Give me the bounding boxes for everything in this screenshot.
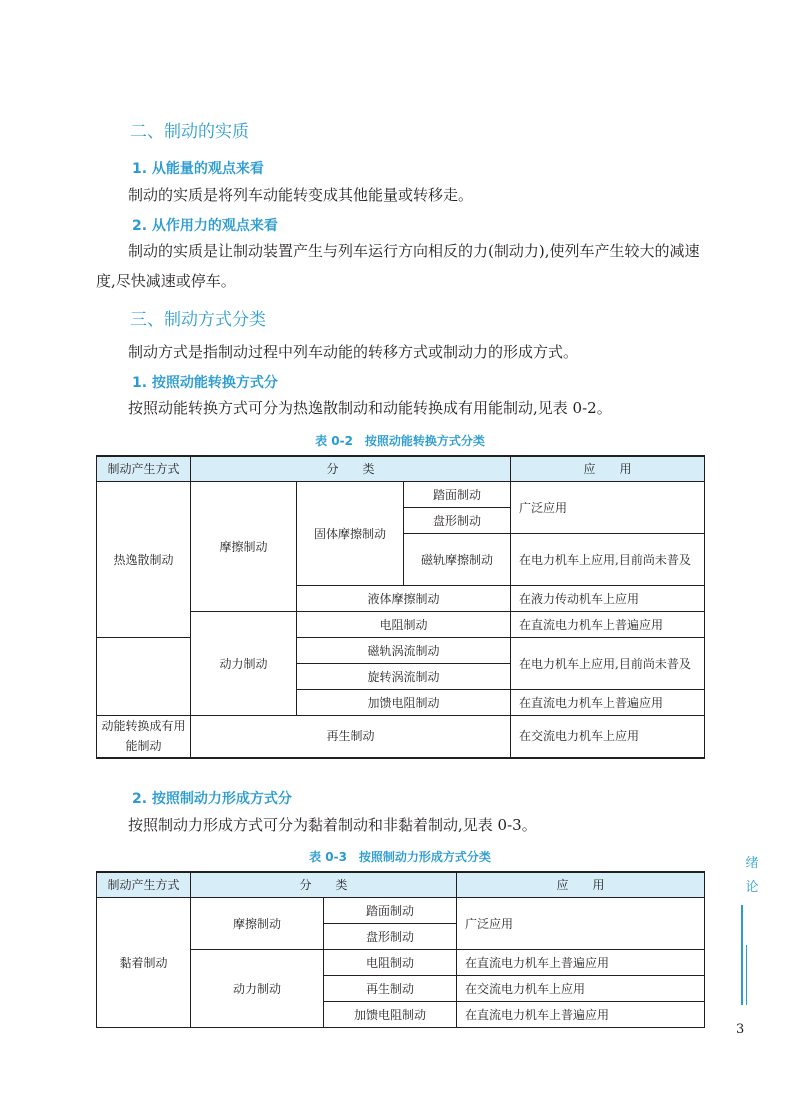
table-caption: 表 0-2 按照动能转换方式分类	[315, 434, 485, 448]
classification-table-force	[96, 871, 705, 1028]
table-row	[97, 482, 705, 508]
paragraph-force: 制动的实质是让制动装置产生与列车运行方向相反的力(制动力),使列车产生较大的减速度,尽快减速或停车。	[96, 242, 700, 290]
table-cell: 再生制动	[191, 716, 511, 758]
chapter-tab-line	[746, 945, 747, 1005]
table-cell: 动能转换成有用能制动	[97, 716, 191, 758]
paragraph-energy: 制动的实质是将列车动能转变成其他能量或转移走。	[128, 186, 474, 204]
paragraph-braking-force: 按照制动力形成方式可分为黏着制动和非黏着制动,见表 0-3。	[128, 816, 537, 834]
chapter-tab-char: 论	[745, 880, 759, 895]
table-cell: 电阻制动	[324, 950, 457, 976]
table-cell: 黏着制动	[97, 898, 191, 1028]
table-cell: 在电力机车上应用,目前尚未普及	[511, 638, 705, 690]
chapter-tab-char: 绪	[745, 856, 759, 871]
table-cell: 固体摩擦制动	[297, 482, 404, 586]
table-header-row	[97, 456, 705, 482]
table-cell: 在交流电力机车上应用	[457, 976, 705, 1002]
table-cell: 磁轨涡流制动	[297, 638, 511, 664]
table-cell: 广泛应用	[457, 898, 705, 950]
table-cell: 在交流电力机车上应用	[511, 716, 705, 758]
table-cell: 广泛应用	[511, 482, 705, 534]
header-application: 应 用	[511, 456, 705, 482]
header-category: 分 类	[191, 872, 457, 898]
chapter-tab-line	[741, 905, 743, 1005]
table-cell	[97, 638, 191, 716]
table-cell: 踏面制动	[324, 898, 457, 924]
table-cell: 在直流电力机车上普遍应用	[511, 612, 705, 638]
table-cell: 在液力传动机车上应用	[511, 586, 705, 612]
table-cell: 盘形制动	[404, 508, 511, 534]
table-cell: 动力制动	[191, 612, 297, 716]
table-cell: 液体摩擦制动	[297, 586, 511, 612]
table-row	[97, 898, 705, 924]
table-row	[97, 638, 705, 664]
table-caption: 表 0-3 按照制动力形成方式分类	[309, 850, 491, 864]
table-cell: 磁轨摩擦制动	[404, 534, 511, 586]
paragraph-energy-conversion: 按照动能转换方式可分为热逸散制动和动能转换成有用能制动,见表 0-2。	[128, 399, 612, 417]
table-cell: 在电力机车上应用,目前尚未普及	[511, 534, 705, 586]
table-cell: 加馈电阻制动	[297, 690, 511, 716]
table-row	[97, 716, 705, 758]
subheading-energy: 1. 从能量的观点来看	[132, 161, 264, 177]
header-application: 应 用	[457, 872, 705, 898]
subheading-energy-conversion: 1. 按照动能转换方式分	[132, 375, 278, 391]
paragraph-intro: 制动方式是指制动过程中列车动能的转移方式或制动力的形成方式。	[128, 343, 579, 361]
header-method: 制动产生方式	[97, 456, 191, 482]
page-number: 3	[736, 1022, 745, 1037]
header-method: 制动产生方式	[97, 872, 191, 898]
header-category: 分 类	[191, 456, 511, 482]
table-cell: 在直流电力机车上普遍应用	[457, 950, 705, 976]
table-cell: 踏面制动	[404, 482, 511, 508]
table-cell: 旋转涡流制动	[297, 664, 511, 690]
table-cell: 再生制动	[324, 976, 457, 1002]
table-cell: 电阻制动	[297, 612, 511, 638]
table-header-row	[97, 872, 705, 898]
table-cell: 摩擦制动	[191, 482, 297, 612]
table-cell: 热逸散制动	[97, 482, 191, 638]
table-cell: 动力制动	[191, 950, 324, 1028]
table-cell: 在直流电力机车上普遍应用	[457, 1002, 705, 1028]
subheading-force: 2. 从作用力的观点来看	[132, 218, 278, 234]
table-cell: 加馈电阻制动	[324, 1002, 457, 1028]
section-heading-classification: 三、制动方式分类	[130, 310, 266, 330]
subheading-braking-force: 2. 按照制动力形成方式分	[132, 791, 292, 807]
table-cell: 在直流电力机车上普遍应用	[511, 690, 705, 716]
section-heading-essence: 二、制动的实质	[130, 122, 249, 142]
table-cell: 盘形制动	[324, 924, 457, 950]
table-cell: 摩擦制动	[191, 898, 324, 950]
classification-table-energy	[96, 455, 705, 759]
